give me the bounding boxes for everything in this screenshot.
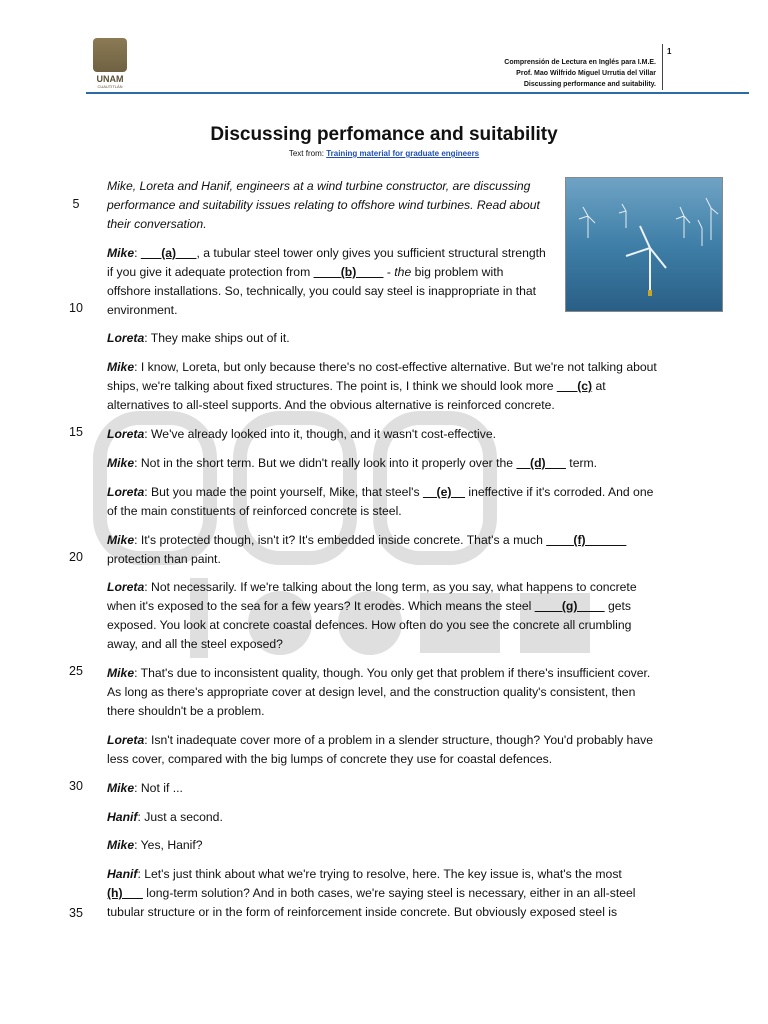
dialogue-text: : bbox=[134, 246, 141, 260]
speaker-name: Mike bbox=[107, 360, 135, 374]
dialogue-text: : Not if ... bbox=[134, 781, 183, 795]
dialogue-paragraph bbox=[107, 808, 661, 827]
dialogue-paragraph bbox=[107, 425, 661, 444]
dialogue-text: : Yes, Hanif? bbox=[134, 838, 203, 852]
page-number: 1 bbox=[667, 47, 672, 56]
blank-f: ____(f)______ bbox=[546, 533, 627, 547]
dialogue-text: : We've already looked into it, though, and it wasn't cost-effective. bbox=[144, 427, 496, 441]
course-header bbox=[504, 57, 656, 90]
dialogue-text: big problem with offshore installations. So, technically, you could say steel is inappropriate in that environment. bbox=[107, 265, 537, 317]
dialogue-text: : They make ships out of it. bbox=[144, 331, 290, 345]
blank-h: (h)___ bbox=[107, 886, 143, 900]
dialogue-text: : Let's just think about what we're trying to resolve, here. The key issue is, what's the most bbox=[137, 867, 622, 881]
dialogue-paragraph bbox=[107, 483, 661, 521]
dialogue-paragraph bbox=[107, 578, 661, 654]
line-number: 25 bbox=[69, 664, 83, 678]
speaker-name: Loreta bbox=[107, 427, 145, 441]
speaker-name: Loreta bbox=[107, 580, 145, 594]
blank-c: ___(c) bbox=[556, 379, 593, 393]
speaker-name: Mike bbox=[107, 838, 135, 852]
blank-b: ____(b)____ bbox=[313, 265, 384, 279]
source-line bbox=[0, 149, 768, 158]
dialogue-text: : It's protected though, isn't it? It's embedded inside concrete. That's a much bbox=[134, 533, 547, 547]
source-label: Text from: bbox=[288, 149, 324, 158]
dialogue-text: : I know, Loreta, but only because there's no cost-effective alternative. But we're not talking about ships, we're talking about fixed structures. The point is, I think we should look more bbox=[107, 360, 657, 393]
unam-logo bbox=[88, 38, 132, 94]
line-number: 30 bbox=[69, 779, 83, 793]
line-number: 10 bbox=[69, 301, 83, 315]
dialogue-text: : Not in the short term. But we didn't really look into it properly over the bbox=[134, 456, 517, 470]
dialogue-text: ineffective if it's corroded. And one of the main constituents of reinforced concrete is steel. bbox=[107, 485, 654, 518]
speaker-name: Mike bbox=[107, 246, 135, 260]
blank-a: ___(a)___ bbox=[140, 246, 197, 260]
speaker-name: Mike bbox=[107, 666, 135, 680]
dialogue-paragraph bbox=[107, 836, 661, 855]
dialogue-text: term. bbox=[565, 456, 598, 470]
header-line-3: Discussing performance and suitability. bbox=[523, 81, 656, 88]
dialogue-paragraph bbox=[107, 779, 661, 798]
dialogue-paragraph bbox=[107, 454, 661, 473]
dialogue-text: : That's due to inconsistent quality, though. You only get that problem if there's insufficient cover. As long as there's appropriate cover at design level, and the construction quality's consistent, then there shouldn't be a problem. bbox=[107, 666, 651, 718]
source-link[interactable]: Training material for graduate engineers bbox=[326, 149, 480, 158]
dialogue-text: , a tubular steel tower only gives you sufficient structural strength if you give it adequate protection from bbox=[107, 246, 546, 279]
speaker-name: Mike bbox=[107, 533, 135, 547]
speaker-name: Mike bbox=[107, 456, 135, 470]
blank-g: ____(g)____ bbox=[534, 599, 605, 613]
speaker-name: Hanif bbox=[107, 810, 138, 824]
dialogue-paragraph bbox=[107, 865, 661, 922]
intro-paragraph: Mike, Loreta and Hanif, engineers at a wind turbine constructor, are discussing performance and suitability issues relating to offshore wind turbines. Read about their conversation. bbox=[107, 179, 540, 231]
speaker-name: Hanif bbox=[107, 867, 138, 881]
dialogue-paragraph bbox=[107, 244, 547, 320]
emphasis-text: the bbox=[394, 265, 412, 279]
speaker-name: Loreta bbox=[107, 485, 145, 499]
dialogue-text: long-term solution? And in both cases, we're saying steel is necessary, either in an all-steel tubular structure or in the form of reinforcement inside concrete. But obviously exposed steel is bbox=[107, 886, 636, 919]
dialogue-text: - bbox=[383, 265, 395, 279]
dialogue-paragraph bbox=[107, 531, 661, 569]
wind-turbine-photo bbox=[565, 177, 723, 312]
dialogue-text: : Just a second. bbox=[137, 810, 223, 824]
dialogue-text: : Isn't inadequate cover more of a problem in a slender structure, though? You'd probably have less cover, compared with the big lumps of concrete they use for coastal defences. bbox=[107, 733, 653, 766]
dialogue-text: at alternatives to all-steel supports. And the obvious alternative is reinforced concrete. bbox=[107, 379, 606, 412]
dialogue-paragraph bbox=[107, 329, 661, 348]
header-line-2: Prof. Mao Wilfrido Miguel Urrutia del Villar bbox=[516, 70, 656, 77]
header-line-1: Comprensión de Lectura en Inglés para I.M.E. bbox=[504, 59, 656, 66]
document-title: Discussing perfomance and suitability bbox=[210, 124, 558, 145]
line-number: 5 bbox=[72, 197, 80, 211]
blank-d: __(d)___ bbox=[516, 456, 566, 470]
dialogue-paragraph bbox=[107, 664, 661, 721]
logo-subtext: CUAUTITLÁN bbox=[97, 84, 123, 89]
header-divider bbox=[662, 44, 663, 90]
blank-e: __(e)__ bbox=[422, 485, 465, 499]
line-number: 20 bbox=[69, 550, 83, 564]
logo-text: UNAM bbox=[96, 74, 124, 84]
dialogue-text: protection than paint. bbox=[107, 552, 221, 566]
dialogue-paragraph bbox=[107, 358, 661, 415]
line-number: 35 bbox=[69, 906, 83, 920]
speaker-name: Loreta bbox=[107, 331, 145, 345]
line-number: 15 bbox=[69, 425, 83, 439]
header-rule bbox=[86, 92, 749, 94]
dialogue-paragraph bbox=[107, 731, 661, 769]
speaker-name: Loreta bbox=[107, 733, 145, 747]
dialogue-text: : Not necessarily. If we're talking about the long term, as you say, what happens to concrete when it's exposed to the sea for a few years? It erodes. Which means the steel bbox=[107, 580, 637, 613]
dialogue-text: gets exposed. You look at concrete coastal defences. How often do you see the concrete all crumbling away, and all the steel exposed? bbox=[107, 599, 632, 651]
crest-icon bbox=[93, 38, 127, 72]
speaker-name: Mike bbox=[107, 781, 135, 795]
dialogue-text: : But you made the point yourself, Mike, that steel's bbox=[144, 485, 423, 499]
